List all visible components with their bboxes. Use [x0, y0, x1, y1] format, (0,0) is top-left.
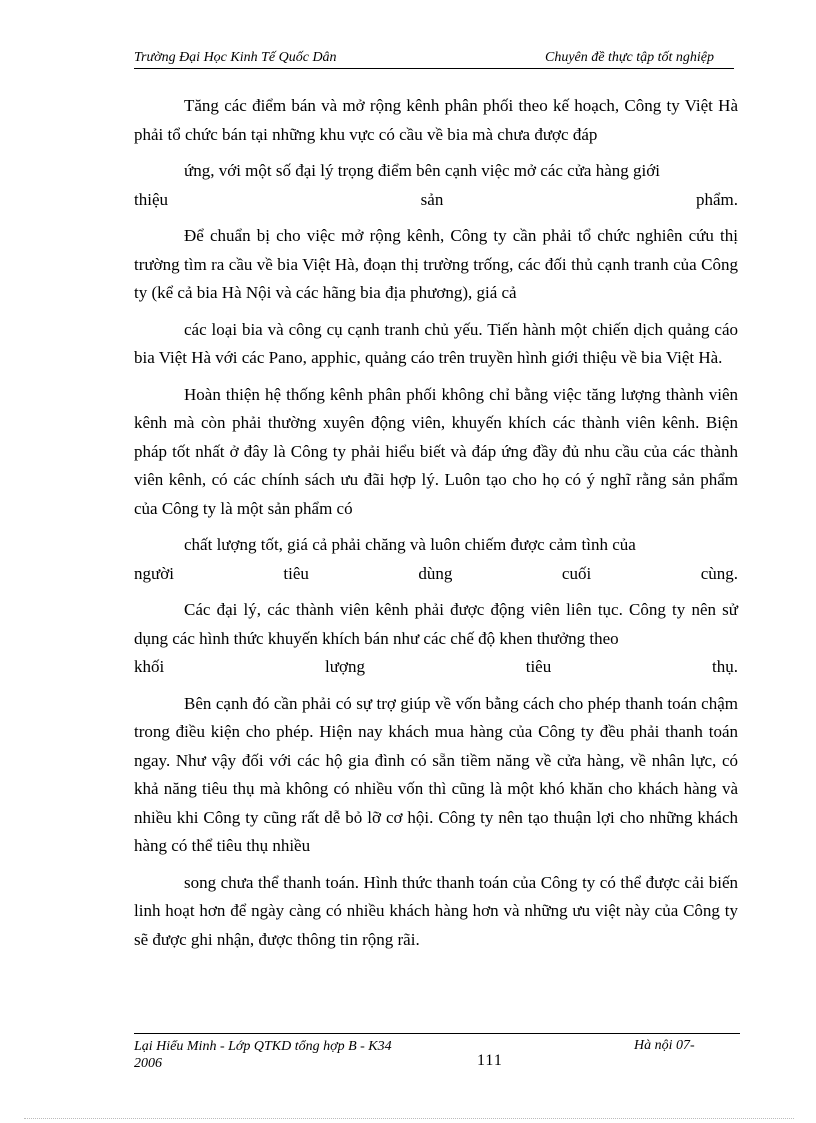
page-footer — [134, 1033, 740, 1071]
footer-author — [134, 1038, 464, 1072]
paragraph: khối lượng tiêu thụ. — [134, 657, 738, 676]
header-school: Trường Đại Học Kinh Tế Quốc Dân — [134, 50, 337, 65]
paragraph: Hoàn thiện hệ thống kênh phân phối không chỉ bằng việc tăng lượng thành viên kênh mà còn phải thường xuyên động viên, khuyến khích các thành viên kênh. Biện pháp tốt nhất ở đây là Công ty phải hiểu biết và đáp ứng đầy đủ nhu cầu của các thành viên kênh, có các chính sách ưu đãi hợp lý. Luôn tạo cho họ có ý nghĩ rằng sản phẩm của Công ty là một sản phẩm có — [134, 384, 738, 518]
page-bottom-divider — [24, 1118, 794, 1119]
paragraph: chất lượng tốt, giá cả phải chăng và luôn chiếm được cảm tình của — [184, 535, 636, 554]
paragraph: Tăng các điểm bán và mở rộng kênh phân phối theo kế hoạch, Công ty Việt Hà phải tổ chức bán tại những khu vực có cầu về bia mà chưa được đáp — [134, 96, 738, 144]
document-body — [134, 92, 738, 962]
paragraph: Để chuẩn bị cho việc mở rộng kênh, Công ty cần phải tổ chức nghiên cứu thị trường tìm ra cầu về bia Việt Hà, đoạn thị trường trống, các đối thủ cạnh tranh của Công ty (kể cả bia Hà Nội và các hãng bia địa phương), giá cả — [134, 226, 738, 302]
paragraph: ứng, với một số đại lý trọng điểm bên cạnh việc mở các cửa hàng giới — [184, 161, 660, 180]
paragraph: người tiêu dùng cuối cùng. — [134, 563, 738, 583]
footer-year: 2006 — [134, 1056, 162, 1071]
header-title: Chuyên đề thực tập tốt nghiệp — [545, 50, 714, 65]
page-number: 111 — [477, 1052, 503, 1069]
paragraph: Các đại lý, các thành viên kênh phải được động viên liên tục. Công ty nên sử dụng các hình thức khuyến khích bán như các chế độ khen thưởng theo — [134, 600, 738, 648]
paragraph: Bên cạnh đó cần phải có sự trợ giúp về vốn bằng cách cho phép thanh toán chậm trong điều kiện cho phép. Hiện nay khách mua hàng của Công ty đều phải thanh toán ngay. Như vậy đối với các hộ gia đình có sẵn tiềm năng về cửa hàng, về nhân lực, có khả năng tiêu thụ mà không có nhiều vốn thì cũng là một khó khăn cho khách hàng và nhiều khi Công ty cũng rất dễ bỏ lỡ cơ hội. Công ty nên tạo thuận lợi cho những khách hàng có thể tiêu thụ nhiều — [134, 693, 738, 855]
footer-author-line: Lại Hiểu Minh - Lớp QTKD tổng hợp B - K34 — [134, 1039, 392, 1054]
paragraph: các loại bia và công cụ cạnh tranh chủ yếu. Tiến hành một chiến dịch quảng cáo bia Việt Hà với các Pano, apphic, quảng cáo trên truyền hình giới thiệu về bia Việt Hà. — [134, 319, 738, 367]
paragraph: song chưa thể thanh toán. Hình thức thanh toán của Công ty có thể được cải biến linh hoạt hơn để ngày càng có nhiều khách hàng hơn và những ưu việt này của Công ty sẽ được ghi nhận, được thông tin rộng rãi. — [134, 872, 738, 949]
footer-date: Hà nội 07- — [634, 1038, 695, 1053]
page-header — [134, 48, 734, 69]
paragraph: thiệu sản phẩm. — [134, 189, 738, 209]
